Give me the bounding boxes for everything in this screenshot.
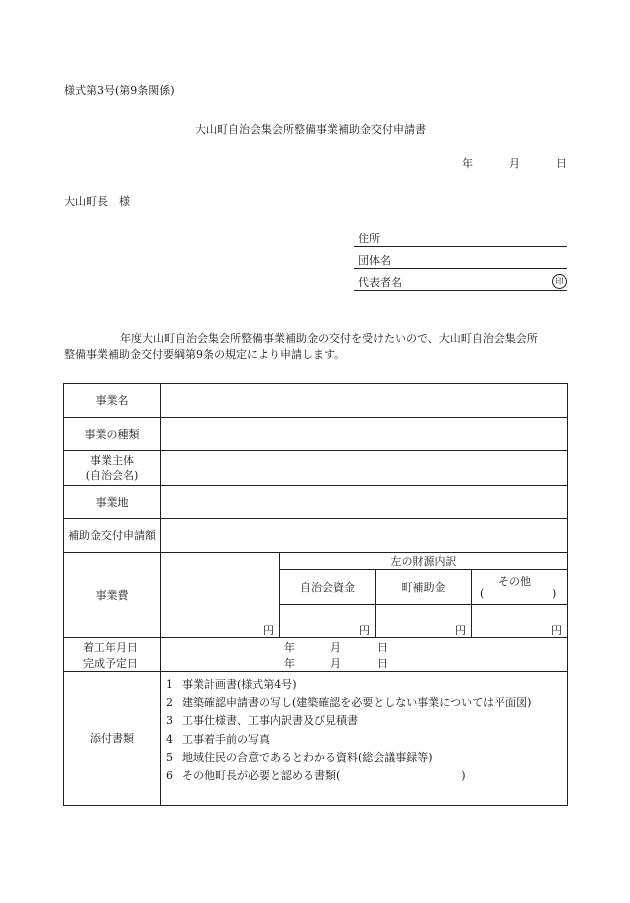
label-attachments: 添付書類: [90, 732, 134, 745]
attachment-num: 2: [166, 696, 173, 709]
attachment-item: [166, 694, 531, 710]
yen-town: 円: [455, 624, 466, 637]
representative-label: 代表者名: [358, 276, 402, 289]
body-text-line1: 年度大山町自治会集会所整備事業補助金の交付を受けたいので、大山町自治会集会所: [120, 332, 538, 345]
date-day: 日: [556, 157, 567, 170]
completion-date-year: 年: [284, 657, 295, 670]
attachment-item: [166, 676, 297, 692]
start-date-day: 日: [377, 641, 388, 654]
attachment-text: 工事仕様書、工事内訳書及び見積書: [182, 714, 358, 727]
attachment-item: [166, 731, 270, 747]
label-start-date: 着工年月日: [83, 641, 138, 654]
attachment-text: 地域住民の合意であるとわかる資料(総会議事録等): [182, 751, 433, 764]
label-project-entity-l2: (自治会名): [85, 469, 139, 482]
attachment-text: 工事着手前の写真: [182, 733, 270, 746]
label-own-funds: 自治会資金: [300, 580, 355, 594]
attachment-item: [166, 767, 466, 783]
attachment-text: 建築確認申請書の写し(建築確認を必要としない事業については平面図): [182, 696, 532, 709]
yen-other: 円: [551, 624, 562, 637]
label-project-cost: 事業費: [95, 588, 129, 602]
label-project-entity-l1: 事業主体: [90, 454, 134, 467]
date-month: 月: [509, 157, 520, 170]
addressee: 大山町長 様: [64, 195, 130, 208]
form-title: 大山町自治会集会所整備事業補助金交付申請書: [195, 123, 426, 136]
label-grant-amount: 補助金交付申請額: [68, 529, 156, 542]
attachment-num: 4: [166, 733, 173, 746]
label-project-location: 事業地: [95, 495, 129, 509]
other-funds-paren-open: (: [480, 587, 485, 600]
yen-own: 円: [359, 624, 370, 637]
label-completion-date: 完成予定日: [83, 657, 138, 670]
start-date-year: 年: [284, 641, 295, 654]
org-name-label: 団体名: [358, 254, 391, 267]
attachment-item: [166, 749, 433, 765]
org-name-line: [354, 268, 567, 269]
label-project-name: 事業名: [95, 394, 129, 407]
completion-date-day: 日: [377, 657, 388, 670]
address-line: [354, 246, 567, 247]
label-other-funds: その他: [498, 575, 531, 588]
yen-total: 円: [263, 624, 274, 637]
label-funding-breakdown: 左の財源内訳: [390, 554, 457, 568]
address-label: 住所: [358, 232, 380, 245]
attachment-num: 6: [166, 769, 173, 782]
completion-date-month: 月: [330, 657, 341, 670]
seal-mark: 印: [552, 274, 567, 289]
date-year: 年: [462, 157, 473, 170]
form-reference: 様式第3号(第9条関係): [64, 84, 175, 97]
attachment-num: 1: [166, 678, 173, 691]
body-text-line2: 整備事業補助金交付要綱第9条の規定により申請します。: [64, 348, 346, 361]
other-funds-paren-close: ): [552, 587, 557, 600]
label-project-type: 事業の種類: [84, 427, 140, 441]
attachment-item: [166, 712, 358, 728]
attachment-num: 5: [166, 751, 173, 764]
label-project-entity: [64, 451, 160, 485]
attachment-text: 事業計画書(様式第4号): [182, 678, 297, 691]
representative-line: [354, 290, 567, 291]
label-town-subsidy: 町補助金: [401, 580, 446, 594]
start-date-month: 月: [330, 641, 341, 654]
attachment-num: 3: [166, 714, 173, 727]
attachment-text: その他町長が必要と認める書類( ): [182, 769, 466, 782]
